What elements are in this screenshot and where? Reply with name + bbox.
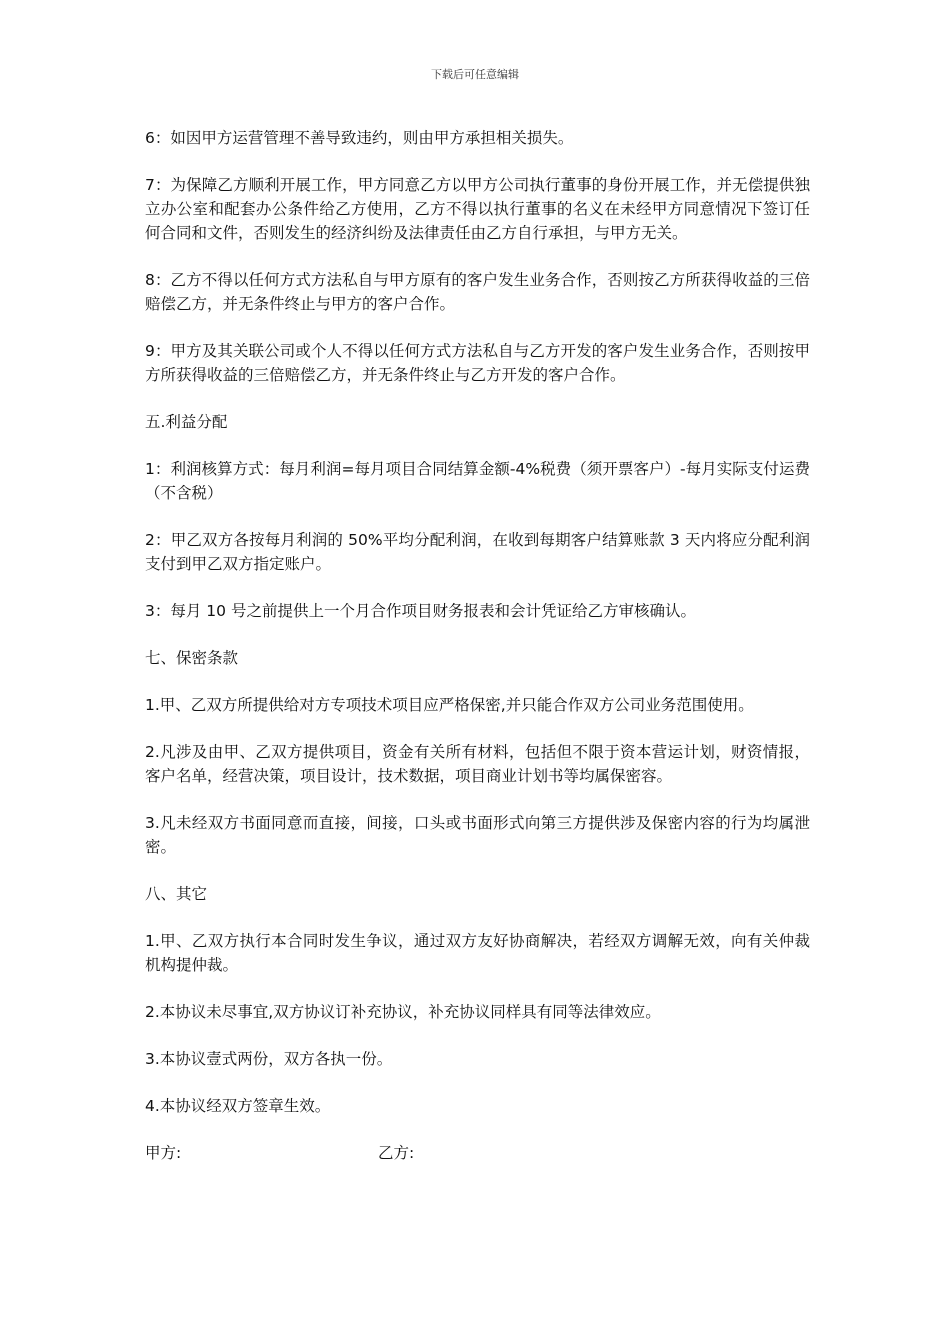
profit-clause-3: 3：每月 10 号之前提供上一个月合作项目财务报表和会计凭证给乙方审核确认。	[145, 602, 696, 620]
clause-9: 9：甲方及其关联公司或个人不得以任何方式方法私自与乙方开发的客户发生业务合作，否则按甲方所获得收益的三倍赔偿乙方，并无条件终止与乙方开发的客户合作。	[145, 342, 810, 384]
confidentiality-clause-2: 2.凡涉及由甲、乙双方提供项目，资金有关所有材料，包括但不限于资本营运计划，财资情报，客户名单，经营决策，项目设计，技术数据，项目商业计划书等均属保密容。	[145, 743, 810, 785]
other-clause-2: 2.本协议未尽事宜,双方协议订补充协议，补充协议同样具有同等法律效应。	[145, 1003, 661, 1021]
confidentiality-clause-3: 3.凡未经双方书面同意而直接，间接，口头或书面形式向第三方提供涉及保密内容的行为均属泄密。	[145, 814, 810, 856]
profit-clause-2: 2：甲乙双方各按每月利润的 50%平均分配利润，在收到每期客户结算账款 3 天内将应分配利润支付到甲乙双方指定账户。	[145, 531, 810, 573]
clause-7: 7：为保障乙方顺利开展工作，甲方同意乙方以甲方公司执行董事的身份开展工作，并无偿提供独立办公室和配套办公条件给乙方使用，乙方不得以执行董事的名义在未经甲方同意情况下签订任何合同和文件，否则发生的经济纠纷及法律责任由乙方自行承担，与甲方无关。	[145, 176, 810, 242]
clause-6: 6：如因甲方运营管理不善导致违约，则由甲方承担相关损失。	[145, 129, 574, 147]
section-heading-profit: 五.利益分配	[145, 413, 228, 431]
section-heading-other: 八、其它	[145, 885, 208, 903]
other-clause-4: 4.本协议经双方签章生效。	[145, 1097, 331, 1115]
confidentiality-clause-1: 1.甲、乙双方所提供给对方专项技术项目应严格保密,并只能合作双方公司业务范围使用。	[145, 696, 754, 714]
header-note: 下载后可任意编辑	[431, 68, 519, 81]
other-clause-3: 3.本协议壹式两份，双方各执一份。	[145, 1050, 393, 1068]
party-a-signature-label: 甲方:	[145, 1144, 182, 1162]
clause-8: 8：乙方不得以任何方式方法私自与甲方原有的客户发生业务合作，否则按乙方所获得收益的三倍赔偿乙方，并无条件终止与甲方的客户合作。	[145, 271, 810, 313]
profit-clause-1: 1：利润核算方式：每月利润=每月项目合同结算金额-4%税费（须开票客户）-每月实际支付运费（不含税）	[145, 460, 810, 502]
section-heading-confidentiality: 七、保密条款	[145, 649, 239, 667]
party-b-signature-label: 乙方:	[378, 1144, 415, 1162]
document-body	[145, 126, 810, 1165]
signature-row	[145, 1141, 810, 1165]
other-clause-1: 1.甲、乙双方执行本合同时发生争议，通过双方友好协商解决，若经双方调解无效，向有关仲裁机构提仲裁。	[145, 932, 810, 974]
